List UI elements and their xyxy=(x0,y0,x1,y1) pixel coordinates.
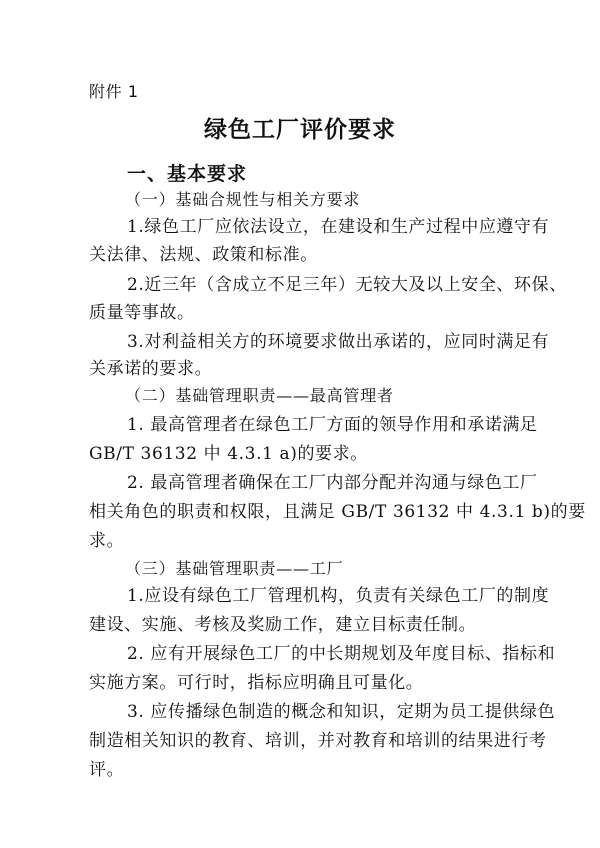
paragraph-line: 相关角色的职责和权限，且满足 GB/T 36132 中 4.3.1 b)的要 xyxy=(89,502,586,522)
document-title: 绿色工厂评价要求 xyxy=(204,117,396,143)
subsection-heading-top-management: （二）基础管理职责——最高管理者 xyxy=(125,386,394,405)
paragraph-line: 3.对利益相关方的环境要求做出承诺的，应同时满足有 xyxy=(127,332,550,352)
paragraph-line: 关承诺的要求。 xyxy=(89,359,213,379)
paragraph-line: 制造相关知识的教育、培训，并对教育和培训的结果进行考 xyxy=(89,731,547,751)
paragraph-line: 评。 xyxy=(89,760,125,780)
paragraph-line: 质量等事故。 xyxy=(89,303,195,323)
subsection-heading-factory: （三）基础管理职责——工厂 xyxy=(125,559,344,578)
section-heading-basic-requirements: 一、基本要求 xyxy=(127,163,248,185)
paragraph-line: 3. 应传播绿色制造的概念和知识，定期为员工提供绿色 xyxy=(127,702,556,722)
paragraph-line: 2.近三年（含成立不足三年）无较大及以上安全、环保、 xyxy=(127,275,567,295)
paragraph-line: 1.绿色工厂应依法设立，在建设和生产过程中应遵守有 xyxy=(127,217,550,237)
paragraph-line: 1. 最高管理者在绿色工厂方面的领导作用和承诺满足 xyxy=(127,415,538,435)
paragraph-line: 求。 xyxy=(89,531,125,551)
paragraph-line: GB/T 36132 中 4.3.1 a)的要求。 xyxy=(89,444,368,464)
subsection-heading-compliance: （一）基础合规性与相关方要求 xyxy=(125,190,361,209)
paragraph-line: 2. 最高管理者确保在工厂内部分配并沟通与绿色工厂 xyxy=(127,473,538,493)
paragraph-line: 关法律、法规、政策和标准。 xyxy=(89,245,318,265)
paragraph-line: 1.应设有绿色工厂管理机构，负责有关绿色工厂的制度 xyxy=(127,586,550,606)
attachment-label: 附件 1 xyxy=(89,82,139,101)
paragraph-line: 2. 应有开展绿色工厂的中长期规划及年度目标、指标和 xyxy=(127,644,556,664)
paragraph-line: 建设、实施、考核及奖励工作，建立目标责任制。 xyxy=(89,615,477,635)
paragraph-line: 实施方案。可行时，指标应明确且可量化。 xyxy=(89,673,424,693)
